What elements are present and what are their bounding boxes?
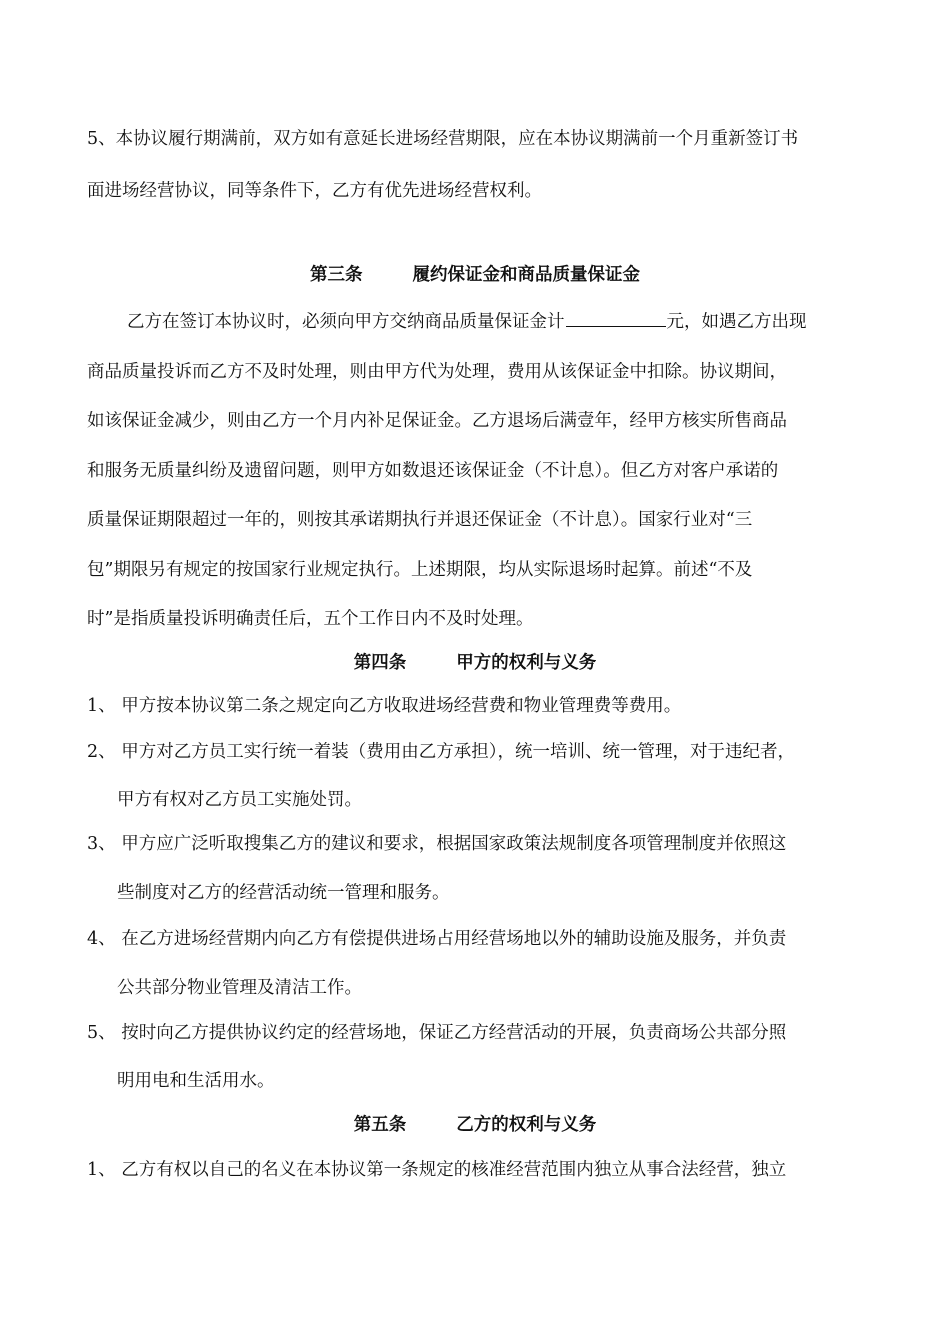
article-4-item-5-line-1: 5、 按时向乙方提供协议约定的经营场地，保证乙方经营活动的开展，负责商场公共部分照 xyxy=(87,1023,787,1043)
article-4-item-4-line-1: 4、 在乙方进场经营期内向乙方有偿提供进场占用经营场地以外的辅助设施及服务，并负责 xyxy=(87,929,787,949)
clause-5-line-2: 面进场经营协议，同等条件下，乙方有优先进场经营权利。 xyxy=(87,181,542,201)
article-3-number: 第三条 xyxy=(310,265,363,285)
article-5-title: 乙方的权利与义务 xyxy=(456,1115,597,1135)
article-4-item-3-line-2: 些制度对乙方的经营活动统一管理和服务。 xyxy=(117,883,450,903)
article-5-number: 第五条 xyxy=(353,1115,407,1135)
article-3-line-1-before: 乙方在签订本协议时，必须向甲方交纳商品质量保证金计 xyxy=(127,312,565,332)
article-4-number: 第四条 xyxy=(353,653,407,673)
article-3-title: 履约保证金和商品质量保证金 xyxy=(412,265,640,285)
article-5-item-1-line-1: 1、 乙方有权以自己的名义在本协议第一条规定的核准经营范围内独立从事合法经营，独立 xyxy=(87,1160,787,1180)
article-4-item-1: 1、 甲方按本协议第二条之规定向乙方收取进场经营费和物业管理费等费用。 xyxy=(87,696,682,716)
article-5-heading xyxy=(0,1113,950,1137)
deposit-amount-blank xyxy=(566,310,666,327)
article-3-line-1-after: 元，如遇乙方出现 xyxy=(666,312,807,332)
article-4-item-5-line-2: 明用电和生活用水。 xyxy=(117,1071,275,1091)
article-4-item-4-line-2: 公共部分物业管理及清洁工作。 xyxy=(117,978,362,998)
article-4-title: 甲方的权利与义务 xyxy=(456,653,597,673)
article-4-item-3-line-1: 3、 甲方应广泛听取搜集乙方的建议和要求，根据国家政策法规制度各项管理制度并依照这 xyxy=(87,834,787,854)
article-4-item-2-line-1: 2、 甲方对乙方员工实行统一着装（费用由乙方承担），统一培训、统一管理，对于违纪者， xyxy=(87,742,795,762)
article-3-line-3: 如该保证金减少，则由乙方一个月内补足保证金。乙方退场后满壹年，经甲方核实所售商品 xyxy=(87,411,787,431)
article-3-line-1 xyxy=(127,310,807,334)
article-3-line-7: 时”是指质量投诉明确责任后，五个工作日内不及时处理。 xyxy=(87,609,534,629)
article-3-line-6: 包”期限另有规定的按国家行业规定执行。上述期限，均从实际退场时起算。前述“不及 xyxy=(87,560,753,580)
article-4-heading xyxy=(0,651,950,675)
article-3-line-2: 商品质量投诉而乙方不及时处理，则由甲方代为处理，费用从该保证金中扣除。协议期间， xyxy=(87,362,787,382)
article-3-line-4: 和服务无质量纠纷及遗留问题，则甲方如数退还该保证金（不计息）。但乙方对客户承诺的 xyxy=(87,461,779,481)
article-4-item-2-line-2: 甲方有权对乙方员工实施处罚。 xyxy=(117,790,362,810)
article-3-line-5: 质量保证期限超过一年的，则按其承诺期执行并退还保证金（不计息）。国家行业对“三 xyxy=(87,510,753,530)
clause-5-line-1: 5、本协议履行期满前，双方如有意延长进场经营期限，应在本协议期满前一个月重新签订书 xyxy=(87,129,799,149)
article-3-heading xyxy=(0,263,950,287)
